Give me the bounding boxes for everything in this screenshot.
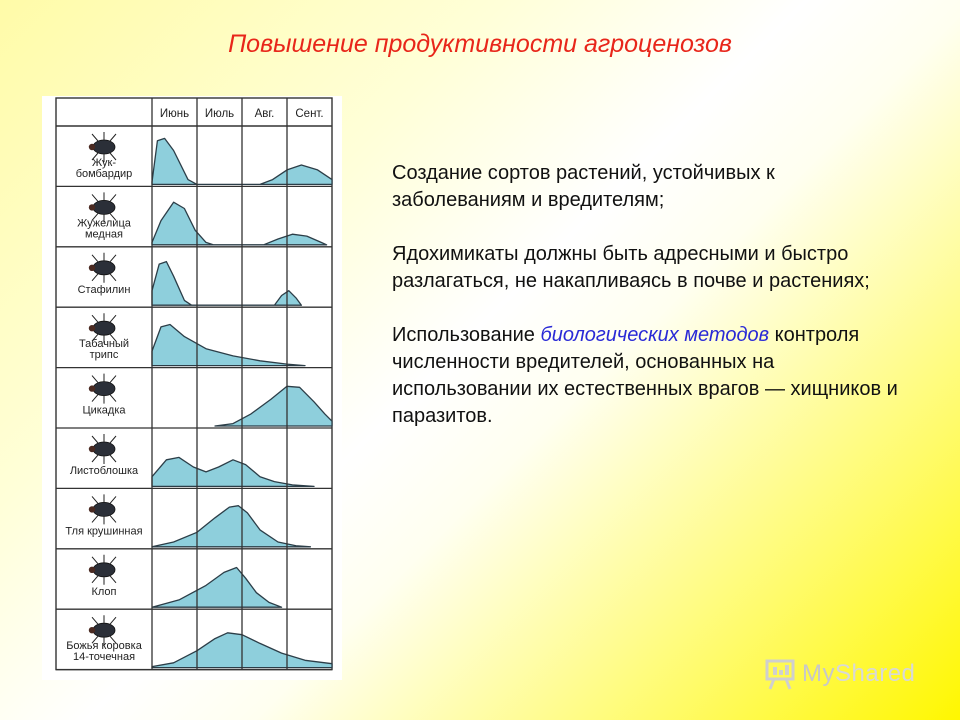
- insect-head-icon: [89, 204, 95, 210]
- insect-head-icon: [89, 265, 95, 271]
- table-graphic: [42, 96, 342, 680]
- insect-name-line: Клоп: [91, 585, 117, 598]
- presentation-board-icon: [764, 658, 798, 690]
- paragraph-resistant-varieties: Создание сортов растений, устойчивых к заболеваниям и вредителям;: [392, 162, 775, 211]
- insect-name-line: Стафилин: [77, 283, 131, 296]
- insect-name-label: [91, 586, 116, 598]
- insect-name-line: Жужелица: [77, 217, 131, 230]
- insect-seasonality-table: [42, 96, 342, 680]
- insect-name-line: Тля крушинная: [65, 525, 143, 538]
- insect-head-icon: [89, 325, 95, 331]
- insect-head-icon: [89, 385, 95, 391]
- insect-head-icon: [89, 627, 95, 633]
- insect-name-line: Цикадка: [82, 404, 126, 417]
- insect-name-label: [82, 405, 126, 417]
- insect-head-icon: [89, 506, 95, 512]
- month-header-label: Авг.: [254, 108, 275, 120]
- insect-head-icon: [89, 567, 95, 573]
- biomethods-intro: Использование: [392, 324, 541, 346]
- insect-icon: [93, 382, 115, 396]
- insect-icon: [93, 442, 115, 456]
- insect-name-label: [70, 465, 139, 477]
- insect-icon: [93, 140, 115, 154]
- insect-name-label: [78, 284, 131, 296]
- month-header-label: Июль: [204, 108, 235, 120]
- insect-name-line: Жук-: [91, 157, 117, 169]
- insect-head-icon: [89, 446, 95, 452]
- text-block: [392, 160, 912, 457]
- insect-head-icon: [89, 144, 95, 150]
- insect-icon: [93, 563, 115, 577]
- insect-name-line: трипс: [89, 349, 119, 362]
- insect-icon: [93, 623, 115, 637]
- insect-name-line: Божья коровка: [66, 640, 142, 653]
- paragraph-pesticides: Ядохимикаты должны быть адресными и быстро разлагаться, не накапливаясь в почве и растениях;: [392, 243, 870, 292]
- logo-text-my: My: [802, 660, 835, 687]
- insect-name-line: Листоблошка: [69, 465, 139, 477]
- insect-icon: [93, 502, 115, 516]
- month-header-label: Июнь: [159, 108, 190, 120]
- logo-text-shared: Shared: [835, 660, 916, 687]
- insect-icon: [93, 261, 115, 275]
- paragraph-biological-methods: [392, 322, 912, 430]
- insect-name-label: [66, 640, 143, 663]
- insect-name-line: Табачный: [78, 338, 130, 351]
- slide-title: Повышение продуктивности агроценозов: [228, 30, 732, 58]
- biomethods-highlight: биологических методов: [540, 324, 770, 346]
- myshared-logo: [764, 654, 915, 694]
- insect-name-line: медная: [84, 228, 124, 241]
- month-header-label: Сент.: [295, 108, 324, 120]
- insect-name-line: бомбардир: [75, 168, 133, 180]
- insect-icon: [93, 200, 115, 214]
- biomethods-rest: контроля численности вредителей, основанных на использовании их естественных врагов — хищников и паразитов.: [392, 324, 898, 427]
- insect-name-label: [65, 525, 142, 537]
- insect-name-line: 14-точечная: [72, 651, 136, 664]
- insect-icon: [93, 321, 115, 335]
